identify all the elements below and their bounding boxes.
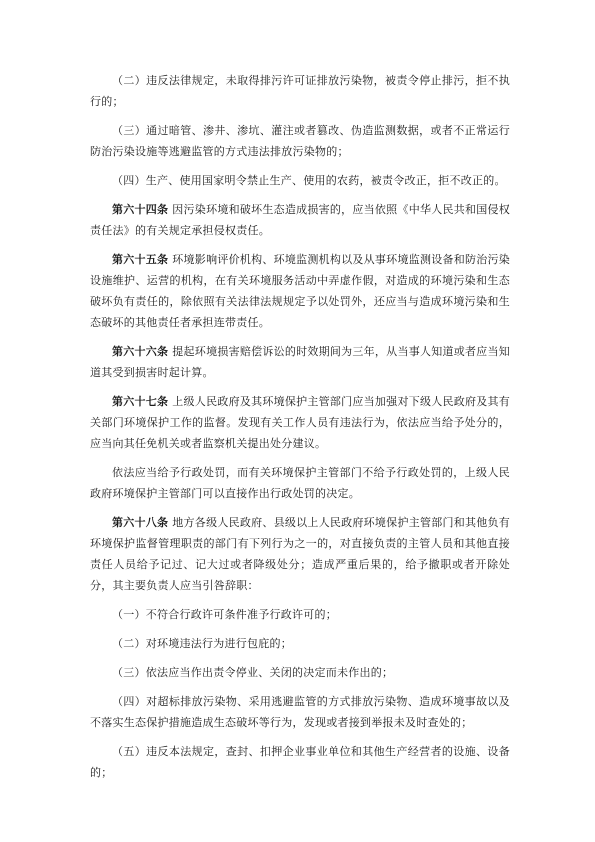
paragraph-text: （二）对环境违法行为进行包庇的；: [112, 637, 292, 650]
article-number: 第六十六条: [112, 345, 169, 358]
paragraph-7: [90, 391, 510, 454]
paragraph-text: （二）违反法律规定，未取得排污许可证排放污染物，被责令停止排污，拒不执行的；: [90, 74, 510, 108]
paragraph-text: （三）依法应当作出责令停业、关闭的决定而未作出的；: [112, 666, 394, 679]
article-number: 第六十七条: [112, 395, 169, 408]
paragraph-text: 环境影响评价机构、环境监测机构以及从事环境监测设备和防治污染设施维护、运营的机构，在有关环境服务活动中弄虚作假，对造成的环境污染和生态破坏负有责任的，除依照有关法律法规规定予以处罚外，还应当与造成环境污染和生态破坏的其他责任者承担连带责任。: [90, 253, 511, 329]
paragraph-8: [90, 462, 510, 504]
paragraph-13: [90, 691, 510, 733]
paragraph-5: [90, 249, 510, 333]
paragraph-3: [90, 170, 510, 191]
paragraph-text: （四）生产、使用国家明令禁止生产、使用的农药，被责令改正，拒不改正的。: [112, 174, 506, 187]
paragraph-2: [90, 120, 510, 162]
paragraph-4: [90, 199, 510, 241]
paragraph-text: 因污染环境和破坏生态造成损害的，应当依照《中华人民共和国侵权责任法》的有关规定承担侵权责任。: [90, 203, 511, 237]
paragraph-12: [90, 662, 510, 683]
paragraph-10: [90, 604, 510, 625]
paragraph-text: （三）通过暗管、渗井、渗坑、灌注或者篡改、伪造监测数据，或者不正常运行防治污染设施等逃避监管的方式违法排放污染物的；: [90, 124, 510, 158]
paragraph-9: [90, 512, 510, 596]
paragraph-text: 上级人民政府及其环境保护主管部门应当加强对下级人民政府及其有关部门环境保护工作的监督。发现有关工作人员有违法行为，依法应当给予处分的，应当向其任免机关或者监察机关提出处分建议。: [90, 395, 511, 450]
article-number: 第六十四条: [112, 203, 169, 216]
paragraph-text: 依法应当给予行政处罚，而有关环境保护主管部门不给予行政处罚的，上级人民政府环境保护主管部门可以直接作出行政处罚的决定。: [90, 466, 510, 500]
paragraph-14: [90, 741, 510, 783]
paragraph-text: （五）违反本法规定，查封、扣押企业事业单位和其他生产经营者的设施、设备的；: [90, 745, 510, 779]
paragraph-11: [90, 633, 510, 654]
paragraph-text: （四）对超标排放污染物、采用逃避监管的方式排放污染物、造成环境事故以及不落实生态保护措施造成生态破坏等行为，发现或者接到举报未及时查处的；: [90, 695, 510, 729]
article-number: 第六十八条: [112, 516, 169, 529]
document-body: [90, 70, 510, 791]
paragraph-1: [90, 70, 510, 112]
paragraph-6: [90, 341, 510, 383]
paragraph-text: （一）不符合行政许可条件准予行政许可的；: [112, 608, 337, 621]
paragraph-text: 地方各级人民政府、县级以上人民政府环境保护主管部门和其他负有环境保护监督管理职责的部门有下列行为之一的，对直接负责的主管人员和其他直接责任人员给予记过、记大过或者降级处分；造成严重后果的，给予撤职或者开除处分，其主要负责人应当引咎辞职：: [90, 516, 511, 592]
paragraph-text: 提起环境损害赔偿诉讼的时效期间为三年，从当事人知道或者应当知道其受到损害时起计算。: [90, 345, 511, 379]
article-number: 第六十五条: [112, 253, 169, 266]
